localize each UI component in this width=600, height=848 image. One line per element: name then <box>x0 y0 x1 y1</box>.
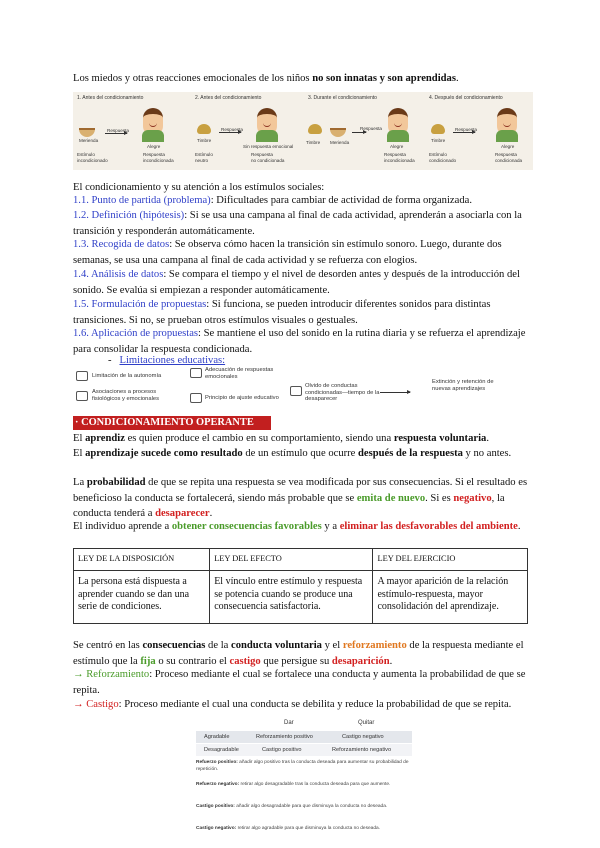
definition-item: Refuerzo negativo: retirar algo desagradable tras la conducta deseada para que aumente. <box>196 782 391 787</box>
limitation-item: Adecuación de respuestas emocionales <box>205 367 274 380</box>
castigo-definition <box>73 697 533 713</box>
table-header-cell: LEY DEL EJERCICIO <box>373 549 528 571</box>
comic-panel-2 <box>191 92 301 170</box>
food-plate-icon <box>79 128 95 137</box>
social-item-6 <box>73 326 533 357</box>
panel-caption: Sin respuesta emocional <box>243 144 294 149</box>
social-item-3 <box>73 237 533 268</box>
child-body-icon <box>387 130 409 142</box>
table-cell: Castigo positivo <box>262 747 302 753</box>
table-cell: La persona está dispuesta a aprender cuando se dan una serie de condiciones. <box>74 571 210 624</box>
table-cell: Agradable <box>204 734 230 740</box>
panel-title: 3. Durante el condicionamiento <box>308 95 377 101</box>
child-body-icon <box>142 130 164 142</box>
conditioning-comic-strip <box>73 92 533 170</box>
panel-caption: Merienda <box>330 140 350 145</box>
limitation-item: Asociaciones a procesos fisiológicos y emocionales <box>92 389 160 402</box>
social-item-text: : Dificultades para cambiar de actividad de forma organizada. <box>210 195 472 206</box>
table-row <box>74 571 528 624</box>
physiology-icon <box>76 391 88 401</box>
child-body-icon <box>496 130 518 142</box>
panel-caption: Alegre <box>147 144 161 149</box>
social-item-1 <box>73 193 533 209</box>
limitations-title: Limitaciones educativas: <box>119 355 226 366</box>
panel-caption: Respuesta no condicionada <box>251 152 285 163</box>
social-item-label: 1.1. Punto de partida (problema) <box>73 195 211 206</box>
bell-icon <box>431 124 445 134</box>
social-item-2 <box>73 208 533 239</box>
social-item-label: 1.2. Definición (hipótesis) <box>73 210 185 221</box>
laws-table <box>73 548 528 624</box>
table-header-cell: Dar <box>284 720 294 726</box>
panel-title: 4. Después del condicionamiento <box>429 95 503 101</box>
limitation-item: Extinción y retención de nuevas aprendizajes <box>432 379 494 392</box>
limitation-item: Limitación de la autonomía <box>92 373 162 379</box>
autonomy-icon <box>76 371 88 381</box>
emotion-icon <box>190 368 202 378</box>
limitation-item: Olvido de conductas condicionadas—tiempo de la desaparecer <box>305 383 380 402</box>
table-header-cell: LEY DE LA DISPOSICIÓN <box>74 549 210 571</box>
panel-caption: Alegre <box>501 144 515 149</box>
panel-caption: Alegre <box>390 144 404 149</box>
arrow-icon <box>380 392 410 393</box>
panel-caption: Respuesta <box>455 127 477 132</box>
consequences-paragraph: Se centró en las consecuencias de la conducta voluntaria y el reforzamiento de la respuesta mediante el estímulo que la fija o su contrario el castigo que persigue su desaparición. <box>73 640 524 667</box>
panel-caption: Respuesta <box>221 127 243 132</box>
social-item-text: : Se mantiene el uso del sonido en la rutina diaria y se refuerza el aprendizaje para consolidar la respuesta condicionada. <box>73 328 526 355</box>
panel-caption: Respuesta incondicionada <box>143 152 174 163</box>
table-header-cell: Quitar <box>358 720 375 726</box>
panel-title: 2. Antes del condicionamiento <box>195 95 262 101</box>
child-body-icon <box>256 130 278 142</box>
comic-panel-3 <box>304 92 422 170</box>
operante-p3: La probabilidad de que se repita una respuesta se vea modificada por sus consecuencias. Si el resultado es beneficioso la conducta se fortalecerá, siendo más probable que se emita de nuevo. Si es negativo, la conducta tenderá a desaparecer. <box>73 477 528 519</box>
operante-p4: El individuo aprende a obtener consecuencias favorables y a eliminar las desfavorables del ambiente. <box>73 521 521 532</box>
panel-caption: Timbre <box>197 138 212 143</box>
social-item-label: 1.3. Recogida de datos <box>73 239 170 250</box>
forgetting-icon <box>290 386 302 396</box>
intro-bold: no son innatas y son aprendidas <box>312 73 456 84</box>
panel-caption: Estímulo neutro <box>195 152 213 163</box>
social-item-text: : Si se usa una campana al final de cada actividad, aprenderán a asociarla con la transición y responderán automáticamente. <box>73 210 522 237</box>
limitations-dash: - <box>108 355 112 366</box>
table-cell: Desagradable <box>204 747 239 753</box>
social-title: El condicionamiento y su atención a los estímulos sociales: <box>73 182 325 193</box>
social-item-label: 1.6. Aplicación de propuestas <box>73 328 199 339</box>
operante-heading: · CONDICIONAMIENTO OPERANTE <box>73 416 271 430</box>
social-item-5 <box>73 297 533 328</box>
intro-paragraph <box>73 71 533 87</box>
limitation-item: Principio de ajuste educativo <box>205 395 279 401</box>
panel-title: 1. Antes del condicionamiento <box>77 95 144 101</box>
panel-caption: Estímulo condicionado <box>429 152 457 163</box>
definition-item: Castigo positivo: añadir algo desagradable para que disminuya la conducta no deseada. <box>196 804 388 809</box>
table-header-cell: LEY DEL EFECTO <box>210 549 373 571</box>
social-item-text: : Se observa cómo hacen la transición sin estímulo sonoro. Luego, durante dos semanas, se usa una campana al final de cada actividad y se refuerza con elogios. <box>73 239 502 266</box>
panel-caption: Respuesta <box>360 126 382 131</box>
panel-caption: Estímulo incondicionado <box>77 152 108 163</box>
reforzamiento-label: → Reforzamiento <box>73 669 150 680</box>
definition-item: Castigo negativo: retirar algo agradable para que disminuya la conducta no deseada. <box>196 826 380 831</box>
table-cell: Reforzamiento positivo <box>256 734 313 740</box>
operante-p2: El aprendizaje sucede como resultado de un estímulo que ocurre después de la respuesta y no antes. <box>73 448 512 459</box>
comic-panel-1 <box>73 92 188 170</box>
castigo-text: : Proceso mediante el cual una conducta se debilita y reduce la probabilidad de que se repita. <box>118 699 512 710</box>
panel-caption: Respuesta incondicionada <box>384 152 415 163</box>
reforzamiento-definition <box>73 667 533 698</box>
panel-caption: Timbre <box>431 138 446 143</box>
definition-item: Refuerzo positivo: añadir algo positivo tras la conducta deseada para aumentar su probabilidad de repetición. <box>196 760 409 772</box>
table-row <box>196 744 412 756</box>
social-item-label: 1.5. Formulación de propuestas <box>73 299 207 310</box>
castigo-label: → Castigo <box>73 699 119 710</box>
comic-panel-4 <box>425 92 533 170</box>
operante-p1: El aprendiz es quien produce el cambio en su comportamiento, siendo una respuesta voluntaria. <box>73 433 489 444</box>
table-cell: Castigo negativo <box>342 734 384 740</box>
reforzamiento-text: : Proceso mediante el cual se fortalece una conducta y aumenta la probabilidad de que se repita. <box>73 669 526 696</box>
table-cell: A mayor aparición de la relación estímulo-respuesta, mayor consolidación del aprendizaje. <box>373 571 528 624</box>
panel-caption: Timbre <box>306 140 321 145</box>
bell-icon <box>197 124 211 134</box>
table-cell: Reforzamiento negativo <box>332 747 392 753</box>
social-item-4 <box>73 267 533 298</box>
bell-icon <box>308 124 322 134</box>
food-plate-icon <box>330 128 346 137</box>
table-row <box>196 731 412 743</box>
social-item-text: : Se compara el tiempo y el nivel de desorden antes y después de la introducción del sonido. Se evalúa si empiezan a responder automáticamente. <box>73 269 520 296</box>
adjustment-icon <box>190 393 202 403</box>
intro-end: . <box>455 73 459 84</box>
intro-text: Los miedos y otras reacciones emocionales de los niños <box>73 73 313 84</box>
panel-caption: Merienda <box>79 138 99 143</box>
social-item-label: 1.4. Análisis de datos <box>73 269 164 280</box>
limitations-heading <box>108 355 225 366</box>
social-item-text: : Si funciona, se pueden introducir diferentes sonidos para distintas transiciones. Si no, se prueban otros estímulos visuales o gestuales. <box>73 299 491 326</box>
panel-caption: Respuesta condicionada <box>495 152 523 163</box>
arrow-icon <box>352 132 366 133</box>
panel-caption: Respuesta <box>107 128 129 133</box>
table-cell: El vínculo entre estímulo y respuesta se potencia cuando se produce una consecuencia satisfactoria. <box>210 571 373 624</box>
table-header-row <box>74 549 528 571</box>
